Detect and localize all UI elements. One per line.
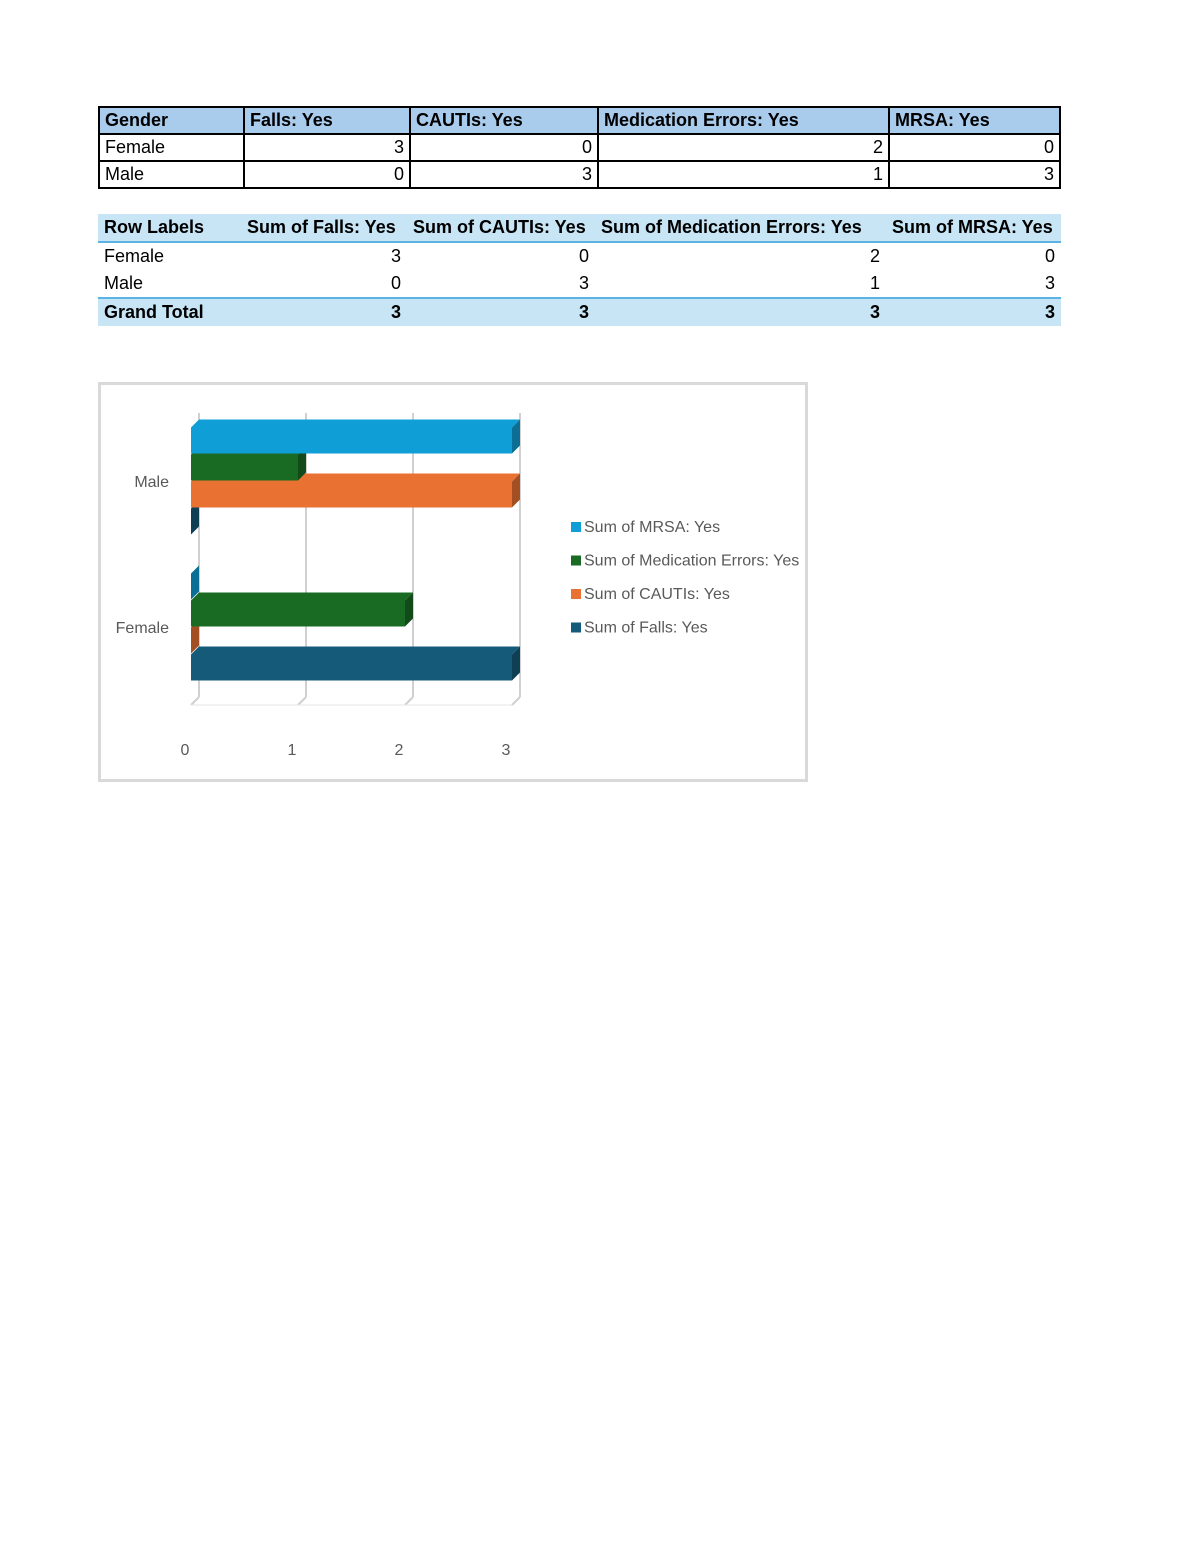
legend-swatch	[571, 589, 581, 599]
row-label: Female	[104, 246, 165, 266]
table-cell: 1	[598, 161, 889, 188]
grand-total-cell: 3	[595, 298, 886, 326]
table-row	[99, 161, 1060, 188]
table-cell: 0	[1044, 246, 1055, 266]
category-label: Female	[115, 620, 169, 637]
grand-total-cell: 3	[407, 298, 595, 326]
legend-label: Sum of Falls: Yes	[584, 619, 708, 637]
grand-total-cell: 3	[241, 298, 407, 326]
table-cell: 0	[390, 273, 401, 293]
table-cell: 3	[410, 161, 598, 188]
row-label: Male	[99, 161, 244, 188]
table-row	[98, 270, 1061, 298]
bar	[191, 428, 512, 454]
legend-label: Sum of MRSA: Yes	[584, 519, 721, 536]
table-row	[99, 134, 1060, 161]
table-cell: 3	[390, 246, 401, 266]
x-tick-label: 2	[394, 742, 404, 759]
column-header: Medication Errors: Yes	[598, 107, 889, 134]
pivot-chart[interactable]	[98, 382, 808, 782]
column-header: Sum of CAUTIs: Yes	[407, 214, 595, 242]
column-header: Gender	[99, 107, 244, 134]
pivot-header-row	[98, 214, 1061, 242]
pivot-table	[98, 214, 1061, 326]
table-cell: 0	[410, 134, 598, 161]
table-cell: 3	[889, 161, 1060, 188]
legend-swatch	[571, 556, 581, 566]
column-header: Sum of MRSA: Yes	[886, 214, 1061, 242]
bar	[191, 455, 298, 481]
floor-gridline	[512, 697, 520, 705]
table-header-row	[99, 107, 1060, 134]
pivot-row-labels-header[interactable]: Row Labels	[98, 214, 241, 242]
table-cell: 3	[244, 134, 410, 161]
bar	[191, 482, 512, 508]
bar	[191, 655, 512, 681]
table-cell: 3	[578, 273, 589, 293]
column-header: MRSA: Yes	[889, 107, 1060, 134]
column-header: Falls: Yes	[244, 107, 410, 134]
chart-canvas	[101, 385, 805, 779]
floor-gridline	[298, 697, 306, 705]
table-row	[98, 242, 1061, 270]
legend-swatch	[571, 623, 581, 633]
column-header: CAUTIs: Yes	[410, 107, 598, 134]
bar	[191, 601, 405, 627]
category-label: Male	[134, 474, 169, 491]
source-data-table	[98, 106, 1061, 189]
bar-top	[191, 420, 520, 428]
table-cell: 1	[869, 273, 880, 293]
row-label: Female	[99, 134, 244, 161]
row-label: Male	[104, 273, 144, 293]
table-cell: 0	[244, 161, 410, 188]
legend-swatch	[571, 522, 581, 532]
grand-total-cell: 3	[886, 298, 1061, 326]
x-tick-label: 1	[287, 742, 297, 759]
floor-gridline	[405, 697, 413, 705]
legend-label: Sum of CAUTIs: Yes	[584, 586, 730, 603]
bar-top	[191, 647, 520, 655]
column-header: Sum of Falls: Yes	[241, 214, 407, 242]
floor-gridline	[191, 697, 199, 705]
column-header: Sum of Medication Errors: Yes	[595, 214, 886, 242]
table-cell: 3	[1044, 273, 1055, 293]
bar-top	[191, 593, 413, 601]
table-cell: 0	[889, 134, 1060, 161]
x-tick-label: 3	[501, 742, 511, 759]
grand-total-label: Grand Total	[98, 298, 241, 326]
table-cell: 0	[578, 246, 589, 266]
grand-total-row	[98, 298, 1061, 326]
table-cell: 2	[598, 134, 889, 161]
table-cell: 2	[869, 246, 880, 266]
x-tick-label: 0	[180, 742, 190, 759]
legend-label: Sum of Medication Errors: Yes	[584, 552, 800, 570]
